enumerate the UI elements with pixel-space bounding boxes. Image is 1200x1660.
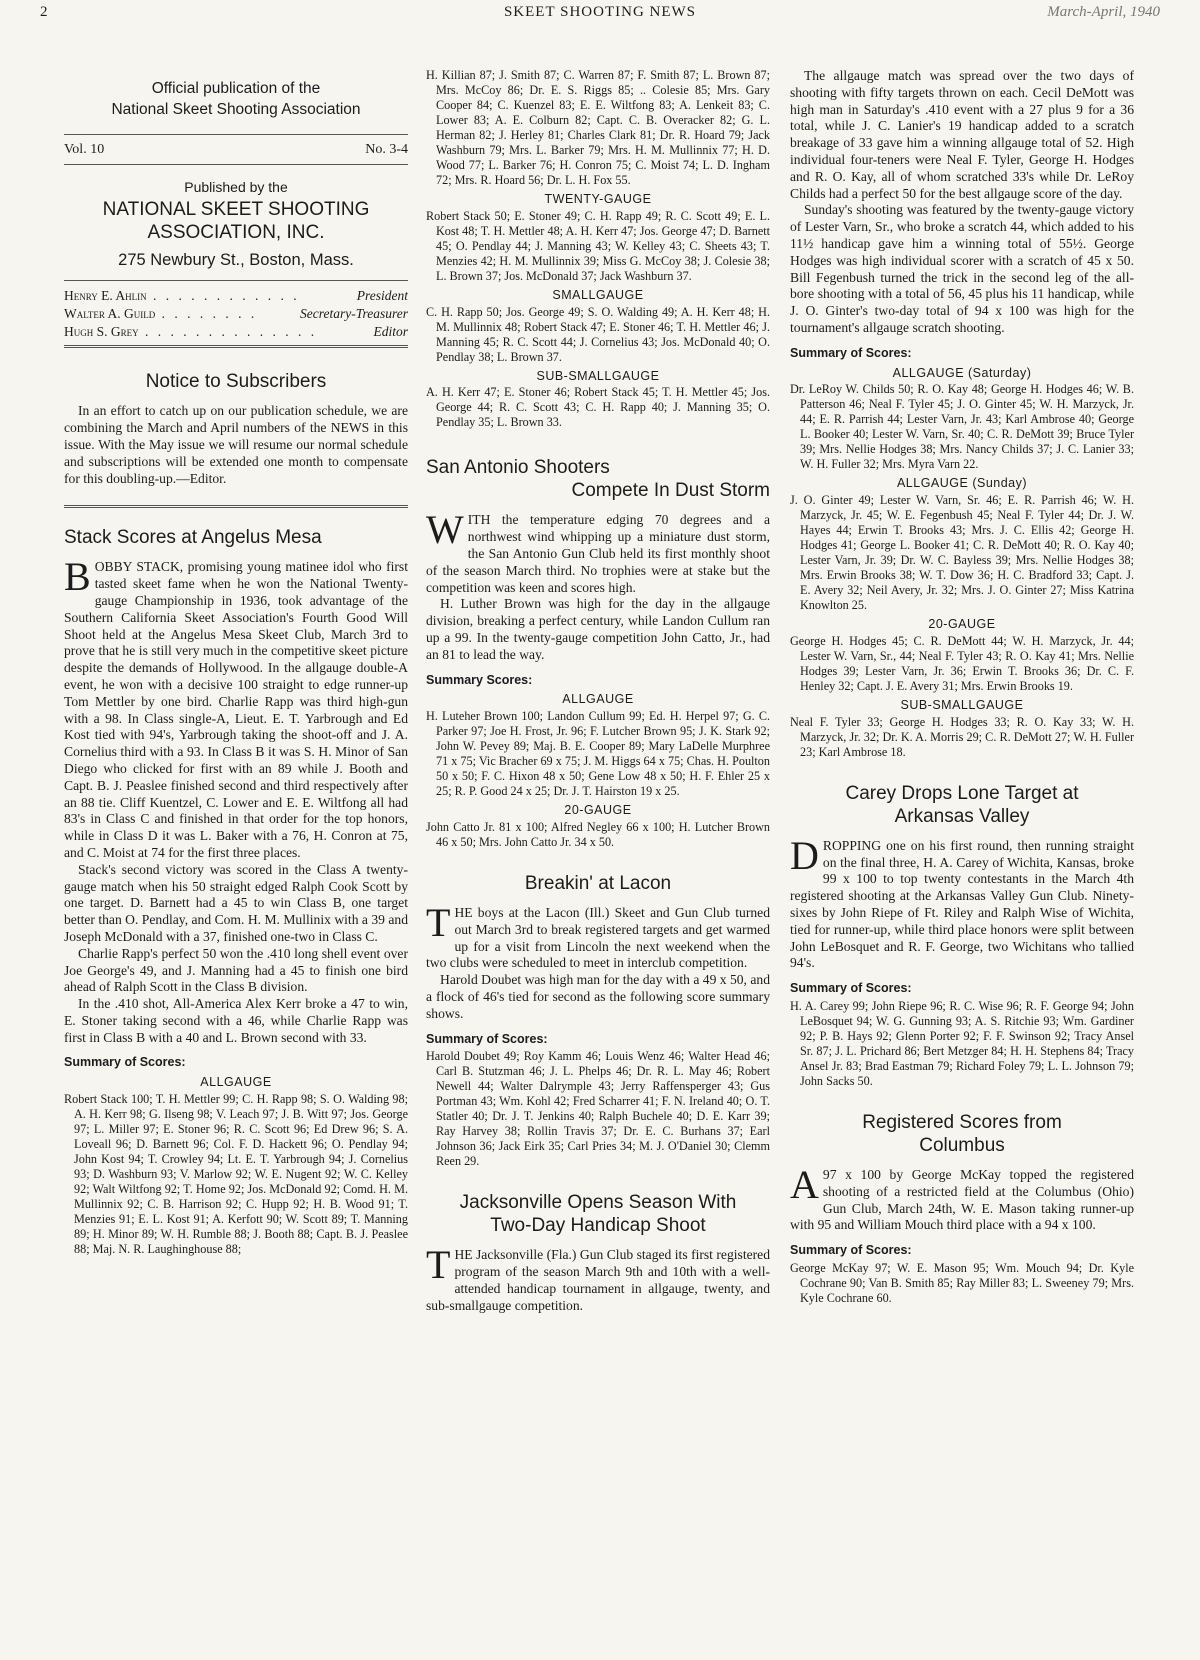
- jacksonville-twenty-scores: George H. Hodges 45; C. R. DeMott 44; W. H. Marzyck, Jr. 44; Lester W. Varn, Sr., 44; Neal F. Tyler 43; R. O. Kay 41; Mrs. Nellie Hodges 39; Lester Varn, Jr. 36; Erwin T. Brooks 36; Dr. C. F. Henley 32; Capt. J. E. Avery 31; Mrs. Erwin Brooks 19.: [790, 633, 1134, 693]
- leader-dots: . . . . . . . .: [155, 306, 258, 322]
- summary-label: Summary Scores:: [426, 672, 533, 687]
- drop-cap: A: [790, 1161, 819, 1207]
- columbus-p1-text: 97 x 100 by George McKay topped the registered shooting of a restricted field at the Columbus (Ohio) Gun Club, March 24th, W. E. Mason taking runner-up with 95 and William Mouch third place with a 94 x 100.: [790, 1166, 1134, 1233]
- stack-subsmall-scores: A. H. Kerr 47; E. Stoner 46; Robert Stack 45; T. H. Mettler 45; Jos. George 44; R. C. Scott 43; C. H. Rapp 40; J. Manning 35; O. Pendlay 35; L. Brown 33.: [426, 385, 770, 430]
- drop-cap: T: [426, 1242, 451, 1288]
- title-line-2: Arkansas Valley: [894, 805, 1030, 827]
- title-line-1: San Antonio Shooters: [426, 457, 610, 479]
- officer-row: [64, 287, 408, 305]
- publication-name: SKEET SHOOTING NEWS: [503, 4, 697, 20]
- lead-caps: ITH: [467, 512, 491, 528]
- title-line-1: Carey Drops Lone Target at: [845, 782, 1079, 804]
- jacksonville-subsmall-scores: Neal F. Tyler 33; George H. Hodges 33; R. O. Kay 33; W. H. Marzyck, Jr. 32; Dr. K. A. Morris 29; C. R. DeMott 27; W. H. Fuller 23; Karl Ambrose 18.: [790, 714, 1134, 759]
- volume-row: [64, 134, 408, 165]
- jacksonville-p1-text: Jacksonville (Fla.) Gun Club staged its first registered program of the season March 9th and 10th with a well-attended handicap tournament in allgauge, twenty, and sub-smallgauge competition.: [426, 1247, 770, 1313]
- stack-title: Stack Scores at Angelus Mesa: [64, 527, 322, 549]
- subhead-20-gauge: 20-GAUGE: [928, 617, 996, 632]
- title-line-1: Jacksonville Opens Season With: [459, 1192, 737, 1214]
- column-3: [790, 68, 1134, 1648]
- org-line-2: ASSOCIATION, INC.: [147, 221, 325, 243]
- sanantonio-p1-text: the temperature edging 70 degrees and a northwest wind whipping up a miniature dust storm, the San Antonio Gun Club held its first monthly shoot of the season March third. No trophies were at stake but the competition was keen and scores high.: [426, 512, 770, 595]
- title-line-2: Compete In Dust Storm: [571, 480, 770, 502]
- lead-caps: HE: [454, 1247, 473, 1263]
- officer-title: Secretary-Treasurer: [300, 306, 408, 322]
- column-1: [64, 68, 408, 1648]
- officer-title: Editor: [373, 324, 408, 340]
- issue-number: No. 3-4: [365, 142, 408, 157]
- officer-name: Walter A. Guild: [64, 306, 156, 322]
- sanantonio-twenty-scores: John Catto Jr. 81 x 100; Alfred Negley 66 x 100; H. Lutcher Brown 46 x 50; Mrs. John Catto Jr. 34 x 50.: [426, 819, 770, 849]
- organization-name: [64, 198, 408, 244]
- officer-name: Hugh S. Grey: [64, 324, 139, 340]
- carey-paragraph-1: [790, 832, 1134, 972]
- lead-caps: ROPPING: [822, 837, 882, 853]
- carey-p1-text: one on his first round, then running straight on the final three, H. A. Carey of Wichita, Kansas, broke 99 x 100 to top twenty contestants in the March 4th registered shooting at the Arkansas Valley Gun Club. Ninety-sixes by John Riepe of Ft. Riley and Ralph Wise of Wichita, tied for runner-up, while third place honors were split between John LeBosquet and R. F. George, two Wichitans who tallied 94's.: [790, 837, 1134, 971]
- subhead-allgauge: ALLGAUGE: [200, 1075, 272, 1090]
- lacon-paragraph-1: [426, 899, 770, 972]
- lacon-paragraph-2: Harold Doubet was high man for the day with a 49 x 50, and a flock of 46's tied for second as the following score summary shows.: [426, 972, 770, 1021]
- title-line-2: Two-Day Handicap Shoot: [490, 1215, 706, 1237]
- sanantonio-allgauge-scores: H. Luteher Brown 100; Landon Cullum 99; Ed. H. Herpel 97; G. C. Parker 97; Joe H. Frost, Jr. 96; F. Lutcher Brown 95; J. K. Stark 92; John W. Pevey 89; Maj. B. E. Cooper 89; Mary LaDelle Murphree 71 x 75; Vic Bracher 69 x 75; J. M. Higgs 64 x 75; Chas. H. Poulton 50 x 50; F. C. Hixon 48 x 50; Gene Low 48 x 50; H. F. Ehler 25 x 25; R. P. Good 24 x 25; Dr. J. T. Hairston 19 x 25.: [426, 709, 770, 799]
- columbus-title: [790, 1111, 1134, 1157]
- section-divider: [64, 505, 408, 508]
- summary-label: Summary of Scores:: [790, 1243, 912, 1258]
- lead-caps: HE: [454, 904, 473, 920]
- officer-name: Henry E. Ahlin: [64, 288, 147, 304]
- published-by: Published by the: [184, 178, 288, 195]
- lead-caps: OBBY STACK,: [94, 559, 184, 575]
- summary-label: Summary of Scores:: [790, 981, 912, 996]
- carey-title: [790, 782, 1134, 828]
- title-line-1: Registered Scores from: [862, 1111, 1062, 1133]
- subhead-allgauge-saturday: ALLGAUGE (Saturday): [892, 365, 1032, 380]
- summary-label: Summary of Scores:: [64, 1055, 186, 1070]
- lacon-p1-text: boys at the Lacon (Ill.) Skeet and Gun Club turned out March 3rd to break registered targets and get warmed up for a visit from Lincoln the next weekend when the two clubs were scheduled to meet in interclub competition.: [426, 904, 770, 971]
- subhead-20-gauge: 20-GAUGE: [564, 803, 632, 818]
- subhead-smallgauge: SMALLGAUGE: [552, 287, 644, 302]
- masthead-official: [64, 78, 408, 120]
- title-line-2: Columbus: [919, 1134, 1005, 1156]
- jacksonville-paragraph-3: Sunday's shooting was featured by the twenty-gauge victory of Lester Varn, Sr., who broke a scratch 44, which added to his 11½ handicap gave him a winning total of 55½. George Hodges was high individual scorer with a scratch of 45 x 50. Bill Fegenbush turned the trick in the second leg of the all-bore shooting with a total of 56, 45 plus his 11 handicap, while J. O. Ginter's two-day total of 94 x 100 was high for the tournament's allgauge scratch shooting.: [790, 202, 1134, 335]
- issue-date: March-April, 1940: [1047, 4, 1160, 20]
- jacksonville-paragraph-2: The allgauge match was spread over the two days of shooting with fifty targets thrown on each. Cecil DeMott was high man in Saturday's .410 event with a 27 plus 9 for a 36 total, while J. C. Lanier's 19 handicap added to a scratch breakage of 33 gave him a winning allgauge total of 52. High individual four-teners were Neal F. Tyler, George H. Hodges and R. O. Kay, all of whom scratched 33's while Dr. LeRoy Childs had a perfect 50 for the best allgauge score of the day.: [790, 68, 1134, 201]
- stack-twenty-scores: Robert Stack 50; E. Stoner 49; C. H. Rapp 49; R. C. Scott 49; E. L. Kost 48; T. H. Mettler 48; A. H. Kerr 47; Jos. George 47; D. Barnett 45; O. Pendlay 44; J. Manning 43; W. Kelley 43; C. Sheets 43; T. Menzies 42; H. M. Mullinnix 39; Miss G. McCoy 38; J. Colesie 38; L. Brown 37; Jos. McDonald 37; Jack Washburn 37.: [426, 208, 770, 283]
- subhead-allgauge: ALLGAUGE: [562, 692, 634, 707]
- officer-row: [64, 305, 408, 323]
- stack-allgauge-scores: Robert Stack 100; T. H. Mettler 99; C. H. Rapp 98; S. O. Walding 98; A. H. Kerr 98; G. Ilseng 98; V. Leach 97; J. B. Witt 97; Jos. George 97; L. Miller 97; E. Stoner 96; R. C. Scott 96; Ed Drew 96; S. A. Loveall 96; D. Barnett 96; Col. F. D. Hackett 96; O. Pendlay 94; John Kost 94; T. Crowley 94; Lt. E. T. Yarbrough 94; J. Cornelius 93; D. Washburn 93; V. Marlow 92; W. E. Nugent 92; W. C. Kelley 92; Walt Wiltfong 92; T. Home 92; Jos. McDonald 92; Comd. H. M. Mullinnix 92; C. B. Harrison 92; C. Hupp 92; H. B. Wood 91; T. Menzies 91; E. L. Kost 91; A. Kerfott 90; W. Scott 89; T. Manning 89; H. Minor 89; W. H. Rumble 88; J. Booth 88; Capt. B. J. Peaslee 88; Maj. N. R. Laughinghouse 88;: [64, 1092, 408, 1257]
- stack-paragraph-2: Stack's second victory was scored in the Class A twenty-gauge match when his 50 straight edged Ralph Cook Scott by one target. D. Barnett had a 45 to win Class B, one target better than O. Pendlay, and Com. H. M. Mullinix with a 39 and Joseph McDonald with a 37, finished one-two in Class C.: [64, 861, 408, 944]
- stack-paragraph-3: Charlie Rapp's perfect 50 won the .410 long shell event over Joe George's 49, and J. Manning had a 45 to finish one bird ahead of Ralph Scott in the Class B division.: [64, 945, 408, 995]
- columbus-paragraph-1: [790, 1161, 1134, 1234]
- sanantonio-paragraph-2: H. Luther Brown was high for the day in the allgauge division, breaking a perfect century, while Landon Cullum ran up a 99. In the twenty-gauge competition John Catto, Jr., had an 81 to lead the way.: [426, 596, 770, 662]
- jacksonville-title: [426, 1191, 770, 1237]
- carey-scores: H. A. Carey 99; John Riepe 96; R. C. Wise 96; R. F. George 94; John LeBosquet 94; W. G. Gunning 93; A. S. Ritchie 93; Wm. Gardiner 92; P. B. Hays 92; Glenn Porter 92; F. F. Swinson 92; Tracy Ansel Sr. 87; J. L. Prichard 86; Bert Metzger 84; H. H. Stephens 84; Tracy Ansel Jr. 83; Brad Eastman 79; Richard Foley 79; L. L. Johnson 79; John Sacks 50.: [790, 998, 1134, 1088]
- summary-label: Summary of Scores:: [790, 345, 912, 360]
- drop-cap: D: [790, 832, 819, 878]
- jacksonville-paragraph-1: [426, 1242, 770, 1314]
- drop-cap: W: [426, 507, 464, 553]
- jacksonville-sunday-scores: J. O. Ginter 49; Lester W. Varn, Sr. 46; E. R. Parrish 46; W. H. Marzyck, Jr. 45; W. E. Fegenbush 45; Neal F. Tyler 44; Dr. J. W. Hayes 44; Erwin T. Brooks 43; Mrs. J. C. Ellis 42; George H. Hodges 41; George L. Booker 41; C. R. DeMott 40; R. O. Kay 40; Lester Varn, Jr. 39; Dr. W. C. Bayless 39; Mrs. Nellie Hodges 38; Mrs. Erwin Brooks 38; W. T. Dow 36; H. C. Bradford 33; Capt. J. E. Avery 32; Neil Avery, Jr. 32; Mrs. J. O. Ginter 27; Miss Katrina Knowlton 25.: [790, 493, 1134, 613]
- address: 275 Newbury St., Boston, Mass.: [118, 250, 354, 269]
- page-number: 2: [40, 4, 48, 20]
- subhead-allgauge-sunday: ALLGAUGE (Sunday): [896, 476, 1028, 491]
- official-line-2: National Skeet Shooting Association: [111, 101, 361, 118]
- columbus-scores: George McKay 97; W. E. Mason 95; Wm. Mouch 94; Dr. Kyle Cochrane 90; Van B. Smith 85; Ray Miller 83; L. Sweeney 79; Mrs. Kyle Cochrane 60.: [790, 1260, 1134, 1305]
- officer-row: [64, 323, 408, 341]
- drop-cap: B: [64, 554, 91, 600]
- notice-title: Notice to Subscribers: [145, 371, 327, 393]
- org-line-1: NATIONAL SKEET SHOOTING: [102, 198, 370, 220]
- officers-list: [64, 280, 408, 348]
- lacon-title: Breakin' at Lacon: [524, 872, 672, 894]
- sanantonio-title: [426, 456, 770, 502]
- officer-title: President: [356, 288, 408, 304]
- stack-paragraph-1: [64, 554, 408, 861]
- drop-cap: T: [426, 899, 451, 945]
- summary-label: Summary of Scores:: [426, 1031, 548, 1046]
- stack-p1-text: promising young matinee idol who first tasted skeet fame when he won the National Twenty-gauge Championship in 1936, took advantage of the Southern California Skeet Association's Fourth Good Will Shoot held at the Angelus Mesa Skeet Club, March 3rd to prove that he is still very much in the competitive skeet picture despite the demands of Hollywood. In the allgauge double-A event, he won with a decisive 100 straight to edge runner-up Tom Mettler by one bird. Charlie Rapp was third high-gun with a 98. In Class single-A, Lieut. E. T. Yarbrough and Ed Kost tied with 94's, Yarbrough taking the shoot-off and J. A. Cornelius third with a 93. In Class B it was S. H. Minor of San Diego who clicked for first with an 89 while J. Booth and Capt. B. J. Peaslee finished second and third respectively after an 88 tie. Cliff Kuentzel, C. Lower and E. E. Wiltfong all had 83's in Class C and finished in that order for the top honors, while in Class D it was L. Baker with a 76, H. Conron at 75, and C. Moist at 74 for the first three places.: [64, 559, 408, 860]
- sanantonio-paragraph-1: [426, 507, 770, 596]
- running-head: [40, 0, 1160, 28]
- subhead-sub-smallgauge: SUB-SMALLGAUGE: [900, 697, 1024, 712]
- lacon-scores: Harold Doubet 49; Roy Kamm 46; Louis Wenz 46; Walter Head 46; Carl B. Stutzman 46; J. L. Phelps 46; Dr. R. L. May 46; Robert Newell 44; Walter Dalrymple 43; Jerry Raffensperger 43; Gus Portman 43; Wm. Kohl 42; Fred Scharrer 41; F. N. Ireland 40; O. T. Statler 40; Dr. J. T. Jenkins 40; Ralph Buchele 40; D. E. Karr 39; Ray Harvey 38; Rollin Travis 37; Dr. E. C. Burhans 37; Earl Johnson 36; Jack Eirk 35; Carl Pries 34; M. J. O'Daniel 30; Clemm Reen 29.: [426, 1049, 770, 1169]
- column-2: [426, 68, 770, 1648]
- stack-paragraph-4: In the .410 shot, All-America Alex Kerr broke a 47 to win, E. Stoner taking second with a 46, while Charlie Rapp was first in Class B with a 40 and L. Brown second with 33.: [64, 996, 408, 1045]
- leader-dots: . . . . . . . . . . . . . .: [138, 324, 318, 340]
- notice-body: In an effort to catch up on our publication schedule, we are combining the March and April numbers of the NEWS in this issue. With the May issue we will resume our normal schedule and subscriptions will be extended one month to compensate for this doubling-up.—Editor.: [64, 403, 408, 486]
- stack-small-scores: C. H. Rapp 50; Jos. George 49; S. O. Walding 49; A. H. Kerr 48; H. M. Mullinnix 48; Robert Stack 47; E. Stoner 46; T. H. Mettler 46; J. Manning 45; R. C. Scott 44; J. Cornelius 43; Jos. McDonald 40; O. Pendlay 38; L. Brown 37.: [426, 304, 770, 364]
- stack-allgauge-scores-continued: H. Killian 87; J. Smith 87; C. Warren 87; F. Smith 87; L. Brown 87; Mrs. McCoy 86; Dr. E. S. Riggs 85; .. Colesie 85; Mrs. Gary Cooper 84; C. Kuenzel 83; E. E. Wiltfong 83; A. Lenkeit 83; C. Lower 83; A. E. Colburn 82; Capt. C. B. Overacker 82; G. L. Herman 82; J. Herley 81; Charles Clark 81; Dr. R. Hoard 79; Jack Washburn 79; Mrs. L. Barker 79; Mrs. H. M. Mullinnix 77; H. D. Wood 77; L. Barker 76; H. Conron 75; C. Moist 74; L. D. Ingham 72; Mrs. R. Hoard 56; Dr. L. H. Fox 55.: [426, 68, 770, 187]
- jacksonville-saturday-scores: Dr. LeRoy W. Childs 50; R. O. Kay 48; George H. Hodges 46; W. B. Patterson 46; Neal F. Tyler 45; J. O. Ginter 45; W. H. Marzyck, Jr. 44; E. R. Parrish 44; Lester Varn, Jr. 43; Karl Ambrose 40; George L. Booker 40; Lester W. Varn, Sr. 40; C. R. DeMott 39; Bruce Tyler 39; Mrs. Nellie Hodges 38; Mrs. Nancy Childs 37; J. C. Lanier 33; W. H. Fuller 32; Mrs. Myra Varn 22.: [790, 382, 1134, 472]
- subhead-twenty-gauge: TWENTY-GAUGE: [544, 192, 652, 206]
- subhead-sub-smallgauge: SUB-SMALLGAUGE: [536, 368, 660, 383]
- leader-dots: . . . . . . . . . . . .: [146, 288, 300, 304]
- official-line-1: Official publication of the: [151, 80, 321, 97]
- volume: Vol. 10: [64, 142, 105, 157]
